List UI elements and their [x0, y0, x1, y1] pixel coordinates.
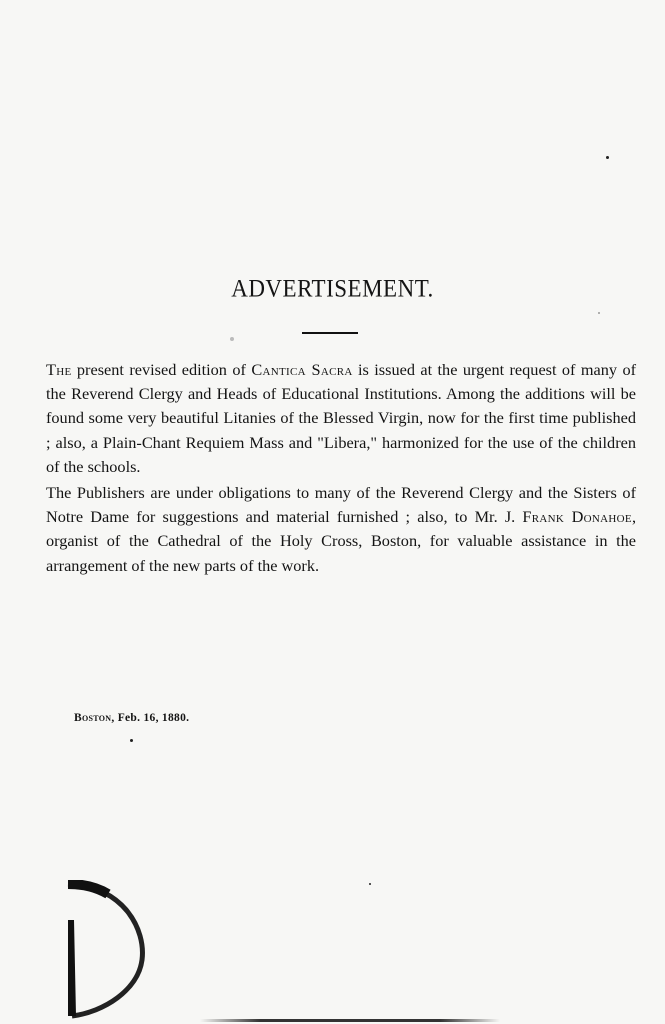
- dateline: [74, 712, 189, 724]
- paragraph-1-text-b: is issued at the urgent request of many of the Reverend Clergy and Heads of Educational Institutions. Among the additions will be found some very beautiful Litanies of the Blessed Virgin, now for the first time published ; also, a Plain-Chant Requiem Mass and "Libera," harmonized for the use of the children of the schools.: [46, 360, 637, 476]
- organist-name: Frank Donahoe: [522, 507, 632, 527]
- bleed-through-mark: [64, 880, 154, 1020]
- scan-speck: [130, 739, 133, 742]
- body-text: [46, 358, 636, 578]
- paragraph-1-text-a: present revised edition of: [71, 360, 252, 379]
- paragraph-2-text-a: The Publishers are under obligations to many of the Reverend Clergy and the Sisters of Notre Dame for suggestions and material furnished ; also, to Mr. J.: [46, 483, 636, 527]
- scan-speck: [606, 156, 609, 159]
- paragraph-1-lead: The: [46, 360, 72, 379]
- paragraph-2-text-b: , organist of the Cathedral of the Holy Cross, Boston, for valuable assistance in the arrangement of the new parts of the work.: [46, 507, 637, 575]
- dateline-date: , Feb. 16, 1880.: [111, 712, 190, 724]
- page-title: ADVERTISEMENT.: [231, 274, 434, 303]
- title-rule: [302, 332, 358, 334]
- scan-speck: [598, 312, 600, 314]
- scan-speck: [369, 883, 371, 885]
- bottom-edge-line: [200, 1019, 500, 1022]
- book-title: Cantica Sacra: [251, 360, 353, 379]
- paragraph-2: [46, 481, 636, 578]
- paragraph-1: [46, 358, 636, 479]
- scan-speck: [230, 337, 234, 341]
- dateline-place: Boston: [74, 712, 112, 724]
